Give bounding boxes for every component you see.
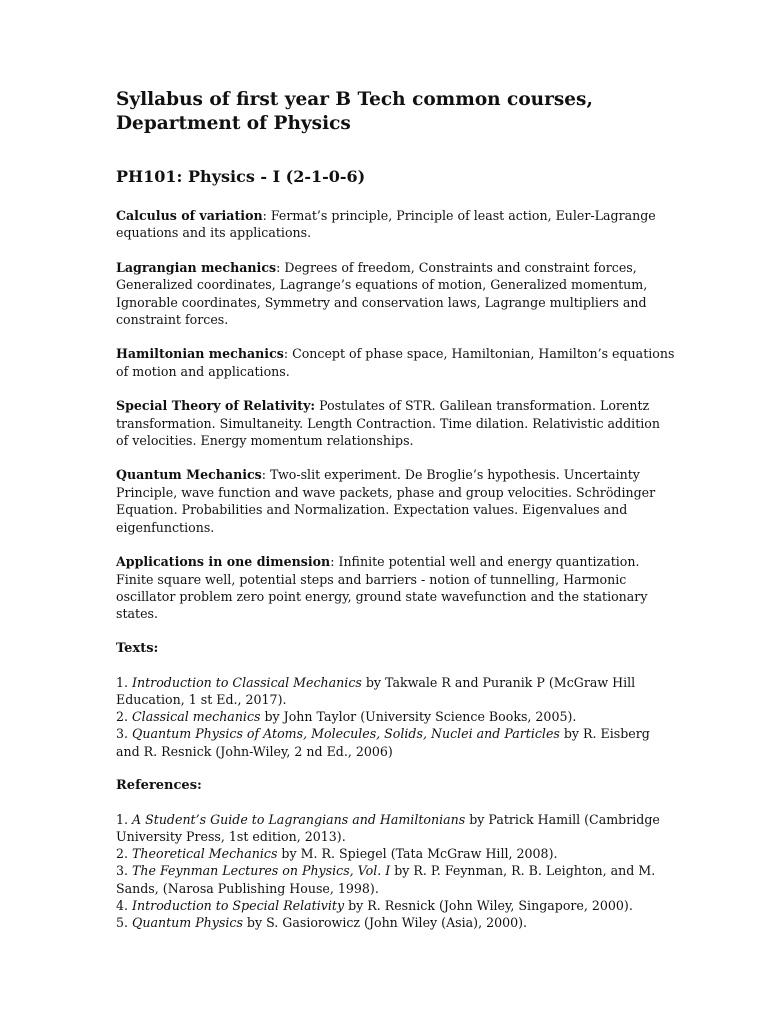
item-number: 4. (116, 897, 133, 913)
course-heading: PH101: Physics - I (2-1-0-6) (116, 167, 366, 186)
topic-head: Applications in one dimension (116, 554, 331, 570)
topic-head: Lagrangian mechanics (116, 259, 277, 275)
topic-head: Quantum Mechanics (116, 467, 262, 483)
book-details: by R. Resnick (John Wiley, Singapore, 2000). (344, 897, 633, 913)
document-title (116, 88, 676, 136)
item-number: 3. (116, 863, 133, 879)
text-item (116, 725, 676, 759)
reference-item (116, 811, 676, 845)
item-number: 2. (116, 709, 133, 725)
reference-item (116, 845, 676, 862)
item-number: 2. (116, 846, 133, 862)
topic-separator: : (261, 467, 271, 483)
book-details: by R. Eisberg and R. Resnick (John-Wiley, 2 nd Ed., 2006) (116, 726, 650, 759)
reference-item (116, 862, 676, 896)
topic-body: Fermat’s principle, Principle of least action, Euler-Lagrange equations and its applications. (116, 208, 656, 241)
book-details: by Patrick Hamill (Cambridge University Press, 1st edition, 2013). (116, 811, 660, 844)
item-number: 5. (116, 914, 133, 930)
topic-body: Postulates of STR. Galilean transformation. Lorentz transformation. Simultaneity. Length Contraction. Time dilation. Relativistic addition of velocities. Energy momentum relationships. (116, 398, 660, 449)
book-title: Introduction to Classical Mechanics (132, 674, 362, 690)
topic-applications-one-dimension (116, 553, 676, 623)
text-item (116, 674, 676, 708)
topic-body: Concept of phase space, Hamiltonian, Hamilton’s equations of motion and applications. (116, 346, 675, 379)
topic-head: Calculus of variation (116, 208, 263, 223)
topic-body: Two-slit experiment. De Broglie’s hypothesis. Uncertainty Principle, wave function and wave packets, phase and group velocities. Schrödinger Equation. Probabilities and Normalization. Expectation values. Eigenvalues and eigenfunctions. (116, 467, 656, 535)
book-title: Quantum Physics of Atoms, Molecules, Solids, Nuclei and Particles (132, 726, 560, 742)
book-details: by M. R. Spiegel (Tata McGraw Hill, 2008). (277, 846, 558, 862)
topic-lagrangian-mechanics (116, 259, 676, 329)
syllabus-page (116, 88, 676, 931)
book-details: by Takwale R and Puranik P (McGraw Hill Education, 1 st Ed., 2017). (116, 674, 636, 707)
book-title: Classical mechanics (132, 709, 261, 725)
item-number: 3. (116, 726, 133, 742)
item-number: 1. (116, 811, 133, 827)
topic-separator: : (262, 208, 271, 223)
topic-separator: : (276, 259, 285, 275)
topic-body: Degrees of freedom, Constraints and constraint forces, Generalized coordinates, Lagrange’s equations of motion, Generalized momentum, Ignorable coordinates, Symmetry and conservation laws, Lagrange multipliers and constraint forces. (116, 259, 648, 328)
topic-head: Special Theory of Relativity: (116, 398, 316, 414)
topic-hamiltonian-mechanics (116, 345, 676, 380)
book-details: by John Taylor (University Science Books, 2005). (260, 709, 577, 725)
topic-body: Infinite potential well and energy quantization. Finite square well, potential steps and barriers - notion of tunnelling, Harmonic oscillator problem zero point energy, ground state wavefunction and the stationary states. (116, 554, 648, 622)
reference-item (116, 897, 676, 914)
text-item (116, 708, 676, 725)
topic-sections (116, 207, 676, 623)
topic-separator: : (330, 554, 339, 570)
texts-heading: Texts: (116, 640, 159, 656)
topic-quantum-mechanics (116, 466, 676, 536)
book-details: by R. P. Feynman, R. B. Leighton, and M. Sands, (Narosa Publishing House, 1998). (116, 863, 656, 896)
references-list (116, 811, 676, 931)
references-heading: References: (116, 777, 202, 793)
topic-calculus-of-variation (116, 207, 676, 242)
topic-separator: : (283, 346, 293, 362)
book-title: Introduction to Special Relativity (132, 897, 345, 913)
book-details: by S. Gasiorowicz (John Wiley (Asia), 2000). (242, 914, 528, 930)
topic-special-relativity (116, 397, 676, 449)
item-number: 1. (116, 674, 133, 690)
book-title: The Feynman Lectures on Physics, Vol. I (132, 863, 391, 879)
book-title: Quantum Physics (132, 914, 243, 930)
texts-list (116, 674, 676, 760)
title-line-2: Department of Physics (116, 113, 351, 134)
book-title: A Student’s Guide to Lagrangians and Hamiltonians (132, 811, 466, 827)
title-line-1: Syllabus of first year B Tech common courses, (116, 89, 593, 110)
reference-item (116, 914, 676, 931)
topic-head: Hamiltonian mechanics (116, 346, 284, 362)
book-title: Theoretical Mechanics (132, 846, 278, 862)
